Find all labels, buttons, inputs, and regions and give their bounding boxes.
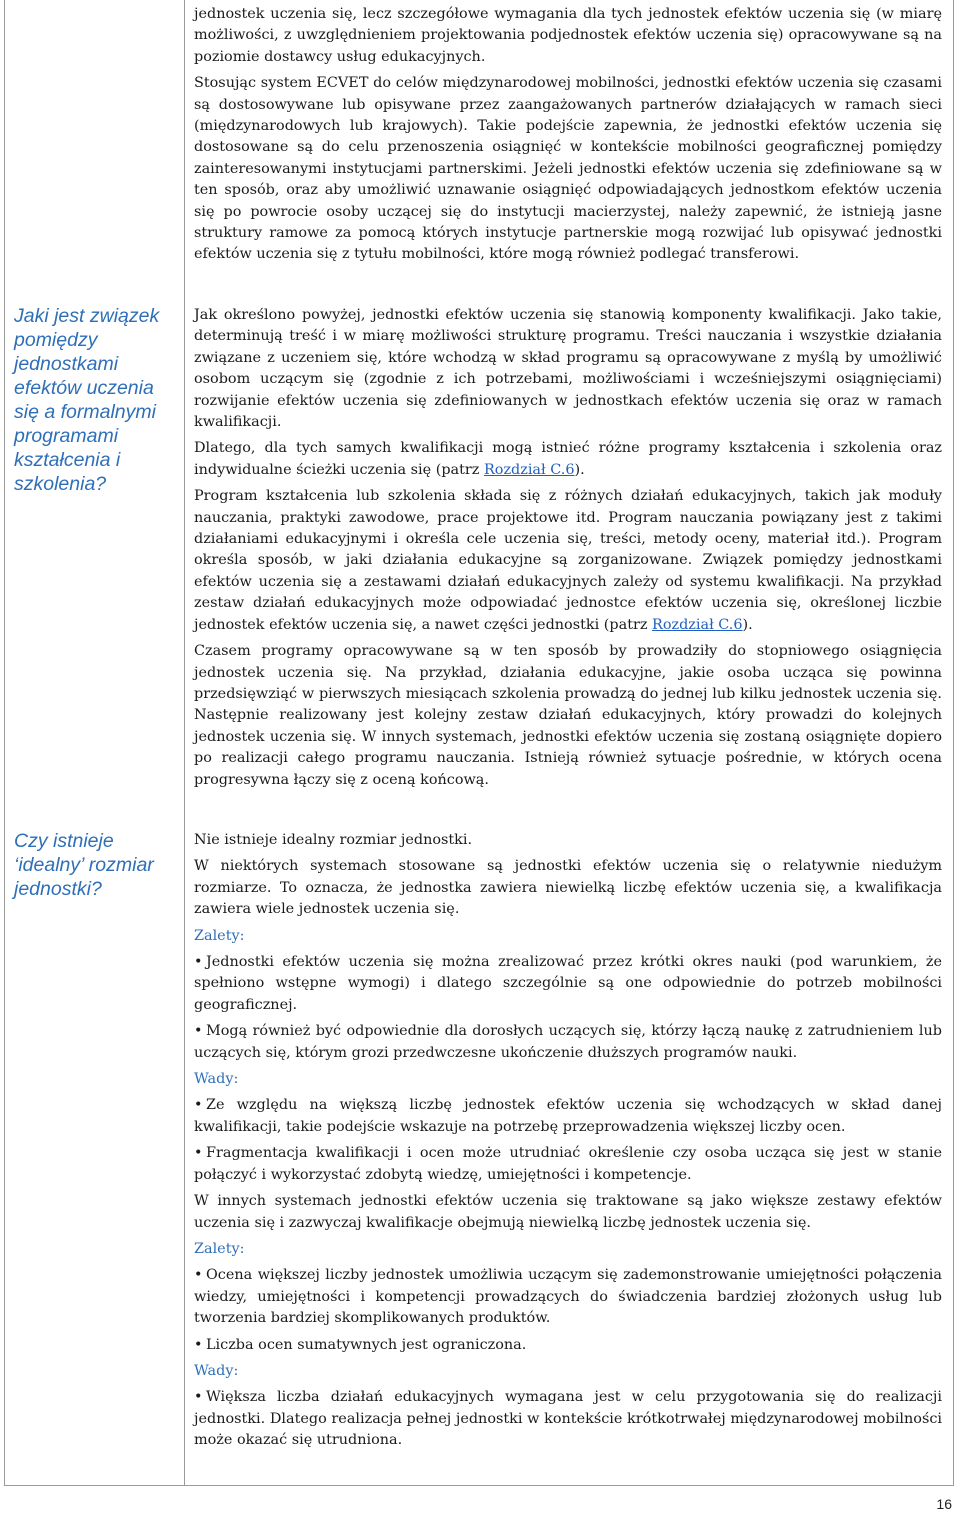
paragraph: W niektórych systemach stosowane są jednostki efektów uczenia się o relatywnie niedużym rozmiarze. To oznacza, że jednostka zawiera niewielką liczbę efektów uczenia się, a kwalifikacja zawiera wiele jednostek uczenia się. <box>194 858 942 918</box>
bullet-icon: • <box>194 1267 203 1284</box>
list-item-text: Ocena większej liczby jednostek umożliwia uczącym się zademonstrowanie umiejętności połączenia wiedzy, umiejętności i kompetencji prowadzących do świadczenia bardziej złożonych usług lub tworzenia bardziej skomplikowanych produktów. <box>194 1267 942 1327</box>
sidebar-question-units-programmes: Jaki jest związek pomiędzy jednostkami efektów uczenia się a formalnymi programami kształcenia i szkolenia? <box>14 305 160 495</box>
list-item <box>194 952 942 1016</box>
text: Dlatego, dla tych samych kwalifikacji mogą istnieć różne programy kształcenia i szkolenia oraz indywidualne ścieżki uczenia się (patrz <box>194 440 942 478</box>
text: ). <box>742 616 753 633</box>
list-item <box>194 1265 942 1329</box>
list-item <box>194 1095 942 1138</box>
list-item <box>194 1335 942 1356</box>
bullet-icon: • <box>194 1389 203 1406</box>
advantages-label: Zalety: <box>194 1240 245 1257</box>
text: ). <box>574 461 585 478</box>
paragraph: Jak określono powyżej, jednostki efektów uczenia się stanowią komponenty kwalifikacji. Jako takie, determinują treść i w miarę możliwości strukturę programu. Treści nauczania i wszystkie działania związane z uczeniem się, które wchodzą w skład programu są opracowywane z myślą by umożliwić osobom uczącym się (zgodnie z ich potrzebami, możliwościami i wcześniejszymi osiągnięciami) rozwijanie efektów uczenia się zdefiniowanych w jednostkach efektów uczenia się oraz w ramach kwalifikacji. <box>194 307 942 431</box>
paragraph: W innych systemach jednostki efektów uczenia się traktowane są jako większe zestawy efektów uczenia się i zazwyczaj kwalifikacje obejmują niewielką liczbę jednostek uczenia się. <box>194 1193 942 1231</box>
bullet-icon: • <box>194 954 203 971</box>
bullet-icon: • <box>194 1097 203 1114</box>
section-unit-size <box>194 830 942 1457</box>
chapter-c6-link[interactable]: Rozdział C.6 <box>652 616 743 633</box>
list-item <box>194 1021 942 1064</box>
intro-section <box>194 4 942 271</box>
list-item-text: Większa liczba działań edukacyjnych wymagana jest w celu przygotowania się do realizacji jednostki. Dlatego realizacja pełnej jednostki w kontekście krótkotrwałej międzynarodowej mobilności może okazać się utrudniona. <box>194 1389 942 1449</box>
paragraph <box>194 438 942 481</box>
section-units-and-programmes <box>194 305 942 796</box>
disadvantages-label: Wady: <box>194 1362 239 1379</box>
paragraph: Stosując system ECVET do celów międzynarodowej mobilności, jednostki efektów uczenia się czasami są dostosowywane lub opisywane przez zaangażowanych partnerów działających w ramach sieci (międzynarodowych lub krajowych). Takie podejście zapewnia, że jednostki efektów uczenia się dostosowane są do celu przenoszenia osiągnięć w kontekście mobilności geograficznej pomiędzy zainteresowanymi instytucjami partnerskimi. Jeżeli jednostki efektów uczenia się zdefiniowane są w ten sposób, oraz aby umożliwić uznawanie osiągnięć odpowiadających jednostkom efektów uczenia się po powrocie osoby uczącej się do instytucji macierzystej, należy zapewnić, że istnieją jasne struktury ramowe za pomocą których instytucje partnerskie mogą rozwijać lub opisywać jednostki efektów uczenia się z tytułu mobilności, które mogą również podlegać transferowi. <box>194 75 942 263</box>
list-item <box>194 1387 942 1451</box>
sidebar-question-ideal-unit-size: Czy istnieje ‘idealny’ rozmiar jednostki? <box>14 830 154 900</box>
paragraph <box>194 486 942 636</box>
sidebar-divider <box>184 0 185 1486</box>
list-item-text: Mogą również być odpowiednie dla dorosłych uczących się, którzy łączą naukę z zatrudnieniem lub uczących się, którym grozi przedwczesne ukończenie dłuższych programów nauki. <box>194 1023 942 1061</box>
list-item-text: Jednostki efektów uczenia się można zrealizować przez krótki okres nauki (pod warunkiem, że spełniono wstępne wymogi) i dlatego szczególnie są one odpowiednie do potrzeb mobilności geograficznej. <box>194 954 942 1013</box>
disadvantages-label: Wady: <box>194 1071 239 1088</box>
paragraph: Nie istnieje idealny rozmiar jednostki. <box>194 832 473 848</box>
advantages-label: Zalety: <box>194 927 245 944</box>
bullet-icon: • <box>194 1336 203 1353</box>
paragraph: jednostek uczenia się, lecz szczegółowe wymagania dla tych jednostek efektów uczenia się (w miarę możliwości, z uwzględnieniem projektowania podjednostek efektów uczenia się) opracowywane są na poziomie dostawcy usług edukacyjnych. <box>194 6 942 65</box>
bullet-icon: • <box>194 1023 203 1040</box>
chapter-c6-link[interactable]: Rozdział C.6 <box>483 461 575 478</box>
text: Program kształcenia lub szkolenia składa się z różnych działań edukacyjnych, takich jak moduły nauczania, praktyki zawodowe, prace projektowe itd. Program nauczania powiązany jest z takimi działaniami edukacyjnymi i określa cele uczenia się, treści, metody oceny, materiał itd.). Program określa sposób, w jaki działania edukacyjne są zorganizowane. Związek pomiędzy jednostkami efektów uczenia się a zestawami działań edukacyjnych zależy od systemu kwalifikacji. Na przykład zestaw działań edukacyjnych może odpowiadać jednostce efektów uczenia się, określonej liczbie jednostek efektów uczenia się, a nawet części jednostki (patrz <box>194 488 942 633</box>
list-item-text: Fragmentacja kwalifikacji i ocen może utrudniać określenie czy osoba ucząca się jest w stanie połączyć i wykorzystać zdobytą wiedzę, umiejętności i kompetencje. <box>194 1145 942 1183</box>
list-item-text: Ze względu na większą liczbę jednostek efektów uczenia się wchodzących w skład danej kwalifikacji, takie podejście wskazuje na potrzebę przeprowadzenia większej liczby ocen. <box>194 1097 942 1135</box>
list-item <box>194 1143 942 1186</box>
bullet-icon: • <box>194 1145 203 1162</box>
paragraph: Czasem programy opracowywane są w ten sposób by prowadziły do stopniowego osiągnięcia jednostek uczenia się. Na przykład, działania edukacyjne, jakie osoba ucząca się powinna przedsięwziąć w pierwszych miesiącach szkolenia prowadzą do jednej lub kilku jednostek uczenia się. Następnie realizowany jest kolejny zestaw działań edukacyjnych, który prowadzi do kolejnych jednostek uczenia się. W innych systemach, jednostki efektów uczenia się zostaną osiągnięte dopiero po realizacji całego programu nauczania. Istnieją również sytuacje pośrednie, w których ocena progresywna łączy się z oceną końcową. <box>194 643 942 788</box>
page-number: 16 <box>936 1496 952 1512</box>
list-item-text: Liczba ocen sumatywnych jest ograniczona. <box>206 1336 527 1353</box>
